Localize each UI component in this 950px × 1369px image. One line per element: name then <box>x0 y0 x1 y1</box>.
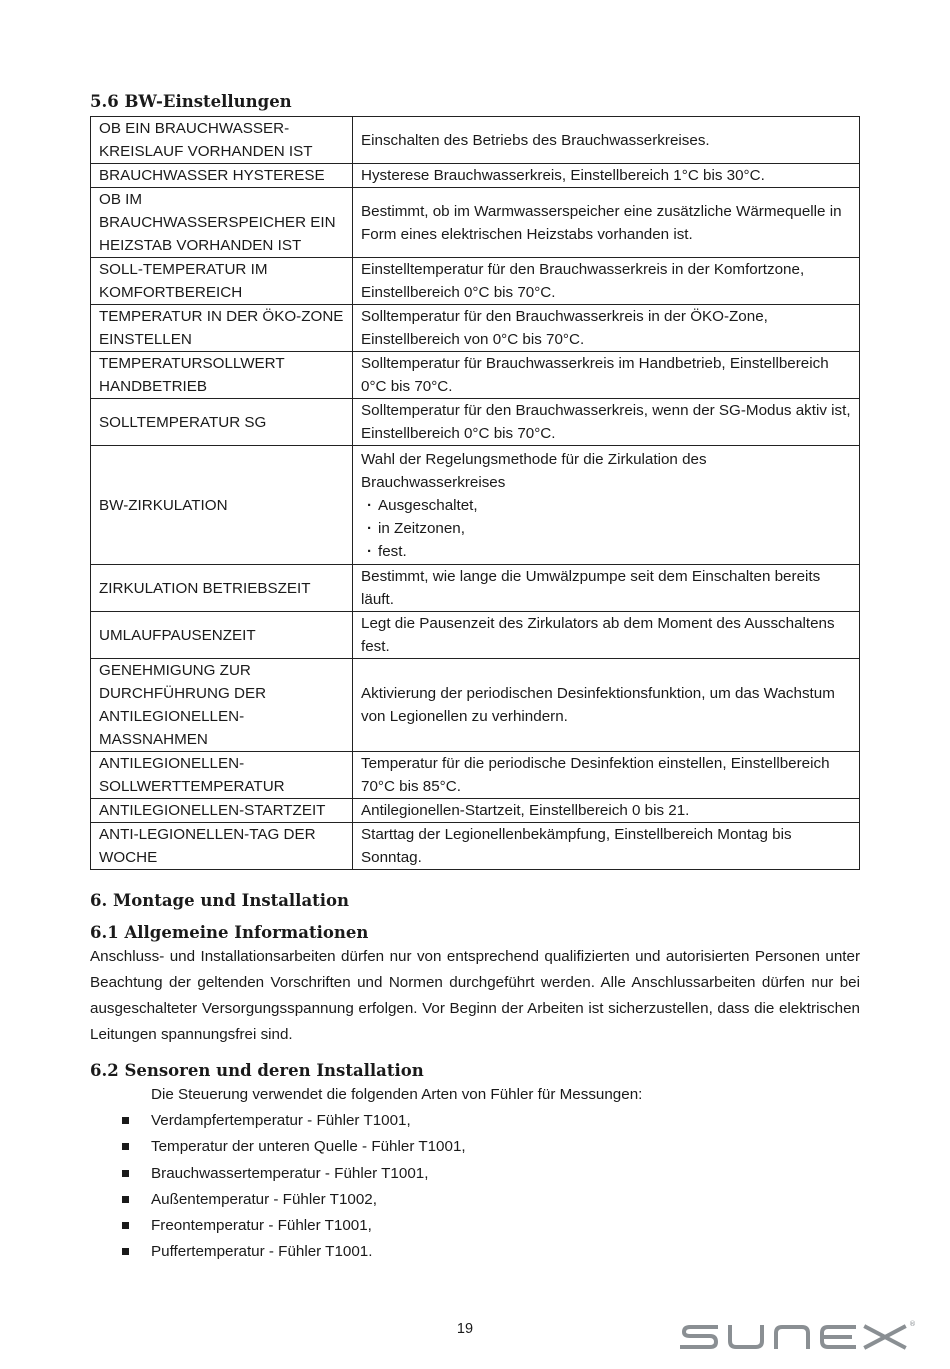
square-bullet-icon <box>122 1248 129 1255</box>
setting-name: ZIRKULATION BETRIEBSZEIT <box>91 565 353 612</box>
list-item <box>90 1239 860 1265</box>
list-item <box>90 1134 860 1160</box>
bullet-item: · in Zeitzonen, <box>361 517 851 540</box>
table-row <box>91 612 860 659</box>
page-number: 19 <box>456 1321 474 1337</box>
table-row <box>91 352 860 399</box>
setting-description: Solltemperatur für den Brauchwasserkreis, wenn der SG-Modus aktiv ist, Einstellbereich 0°C bis 70°C. <box>353 399 860 446</box>
setting-description: Starttag der Legionellenbekämpfung, Einstellbereich Montag bis Sonntag. <box>353 823 860 870</box>
sensor-label: Puffertemperatur - Fühler T1001. <box>151 1243 373 1261</box>
square-bullet-icon <box>122 1143 129 1150</box>
table-row <box>91 565 860 612</box>
setting-description: Einstelltemperatur für den Brauchwasserkreis in der Komfortzone, Einstellbereich 0°C bis 70°C. <box>353 258 860 305</box>
table-row <box>91 799 860 823</box>
sensor-label: Freontemperatur - Fühler T1001, <box>151 1217 372 1235</box>
section-title-6-2: 6.2 Sensoren und deren Installation <box>90 1061 424 1080</box>
sensor-list <box>90 1108 860 1266</box>
setting-description: Wahl der Regelungsmethode für die Zirkulation des Brauchwasserkreises <box>361 450 707 491</box>
sensor-label: Verdampfertemperatur - Fühler T1001, <box>151 1112 411 1129</box>
table-row <box>91 446 860 565</box>
setting-name: ANTI-LEGIONELLEN-TAG DER WOCHE <box>91 823 353 870</box>
section-title-6-1: 6.1 Allgemeine Informationen <box>90 923 369 942</box>
square-bullet-icon <box>122 1117 129 1124</box>
bw-settings-table <box>90 116 860 870</box>
sensor-label: Außentemperatur - Fühler T1002, <box>151 1190 377 1208</box>
setting-name: BRAUCHWASSER HYSTERESE <box>91 164 353 188</box>
bullet-item: · fest. <box>361 540 851 563</box>
table-row <box>91 258 860 305</box>
setting-name: UMLAUFPAUSENZEIT <box>91 612 353 659</box>
setting-description-list <box>353 446 860 565</box>
setting-description: Solltemperatur für den Brauchwasserkreis in der ÖKO-Zone, Einstellbereich von 0°C bis 70°C. <box>353 305 860 352</box>
list-item <box>90 1187 860 1213</box>
square-bullet-icon <box>122 1196 129 1203</box>
sensor-label: Brauchwassertemperatur - Fühler T1001, <box>151 1164 429 1182</box>
setting-description: Antilegionellen-Startzeit, Einstellbereich 0 bis 21. <box>353 799 860 823</box>
setting-description: Temperatur für die periodische Desinfektion einstellen, Einstellbereich 70°C bis 85°C. <box>353 752 860 799</box>
setting-description: Solltemperatur für Brauchwasserkreis im Handbetrieb, Einstellbereich 0°C bis 70°C. <box>353 352 860 399</box>
sensor-label: Temperatur der unteren Quelle - Fühler T1001, <box>151 1138 466 1156</box>
setting-description: Bestimmt, wie lange die Umwälzpumpe seit dem Einschalten bereits läuft. <box>353 565 860 612</box>
table-row <box>91 399 860 446</box>
setting-name: GENEHMIGUNG ZUR DURCHFÜHRUNG DER ANTILEGIONELLEN-MASSNAHMEN <box>91 659 353 752</box>
square-bullet-icon <box>122 1222 129 1229</box>
table-row <box>91 659 860 752</box>
setting-name: ANTILEGIONELLEN-SOLLWERTTEMPERATUR <box>91 752 353 799</box>
general-info-paragraph: Anschluss- und Installationsarbeiten dürfen nur von entsprechend qualifizierten und autorisierten Personen unter Beachtung der geltenden Vorschriften und Normen durchgeführt werden. Alle Anschlussarbeiten dürfen nur bei ausgeschalteter Versorgungsspannung erfolgen. Vor Beginn der Arbeiten ist sicherzustellen, dass die elektrischen Leitungen spannungsfrei sind. <box>90 948 860 1043</box>
table-row <box>91 188 860 258</box>
section-title-6: 6. Montage und Installation <box>90 891 350 910</box>
sensors-intro: Die Steuerung verwendet die folgenden Arten von Fühler für Messungen: <box>151 1086 643 1103</box>
setting-description: Legt die Pausenzeit des Zirkulators ab dem Moment des Ausschaltens fest. <box>353 612 860 659</box>
setting-description: Aktivierung der periodischen Desinfektionsfunktion, um das Wachstum von Legionellen zu verhindern. <box>353 659 860 752</box>
table-row <box>91 164 860 188</box>
section-title-5-6: 5.6 BW-Einstellungen <box>90 92 292 111</box>
setting-description: Bestimmt, ob im Warmwasserspeicher eine zusätzliche Wärmequelle in Form eines elektrischen Heizstabs vorhanden ist. <box>353 188 860 258</box>
document-page <box>90 91 860 1266</box>
setting-name: BW-ZIRKULATION <box>91 446 353 565</box>
setting-description: Einschalten des Betriebs des Brauchwasserkreises. <box>353 117 860 164</box>
table-row <box>91 752 860 799</box>
table-row <box>91 823 860 870</box>
setting-description: Hysterese Brauchwasserkreis, Einstellbereich 1°C bis 30°C. <box>353 164 860 188</box>
setting-name: SOLLTEMPERATUR SG <box>91 399 353 446</box>
setting-name: OB IM BRAUCHWASSERSPEICHER EIN HEIZSTAB VORHANDEN IST <box>91 188 353 258</box>
setting-name: SOLL-TEMPERATUR IM KOMFORTBEREICH <box>91 258 353 305</box>
table-row <box>91 117 860 164</box>
registered-mark: ® <box>909 1320 916 1328</box>
list-item <box>90 1108 860 1134</box>
sunex-logo <box>678 1318 918 1352</box>
list-item <box>90 1213 860 1239</box>
setting-name: TEMPERATUR IN DER ÖKO-ZONE EINSTELLEN <box>91 305 353 352</box>
table-row <box>91 305 860 352</box>
setting-name: OB EIN BRAUCHWASSER-KREISLAUF VORHANDEN IST <box>91 117 353 164</box>
setting-name: TEMPERATURSOLLWERT HANDBETRIEB <box>91 352 353 399</box>
settings-table-body <box>91 117 860 870</box>
bullet-item: · Ausgeschaltet, <box>361 494 851 517</box>
setting-name: ANTILEGIONELLEN-STARTZEIT <box>91 799 353 823</box>
list-item <box>90 1161 860 1187</box>
square-bullet-icon <box>122 1170 129 1177</box>
